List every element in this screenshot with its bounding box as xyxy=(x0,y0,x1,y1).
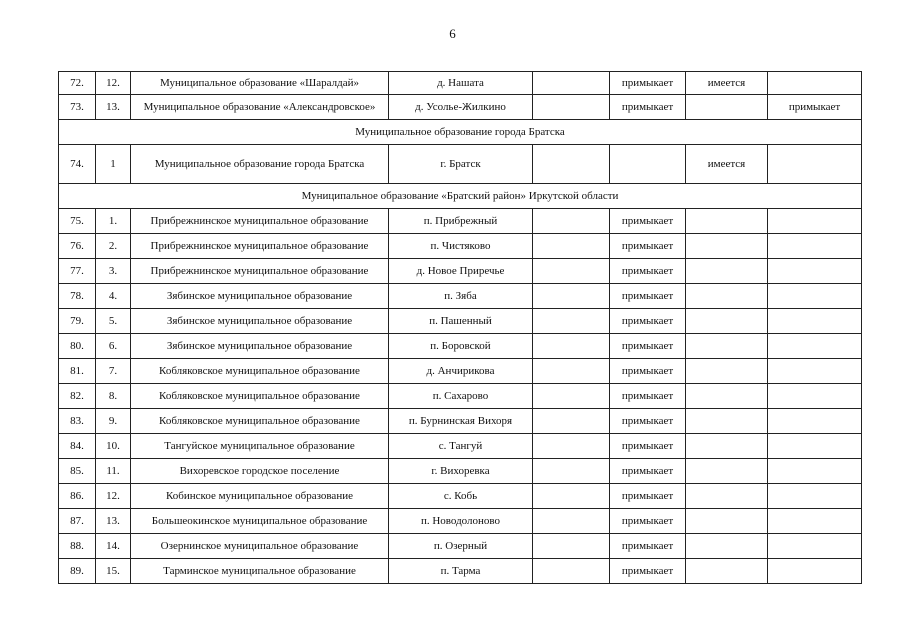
row-number-cell: 74. xyxy=(59,145,96,184)
table-row xyxy=(59,95,862,120)
municipality-cell: Зябинское муниципальное образование xyxy=(131,284,389,309)
table-row xyxy=(59,359,862,384)
column-7-cell xyxy=(686,234,768,259)
sub-number-cell: 12. xyxy=(96,484,131,509)
column-5-cell xyxy=(533,209,610,234)
table-row xyxy=(59,509,862,534)
column-6-cell: примыкает xyxy=(610,95,686,120)
sub-number-cell: 9. xyxy=(96,409,131,434)
sub-number-cell: 11. xyxy=(96,459,131,484)
column-8-cell xyxy=(768,484,862,509)
sub-number-cell: 3. xyxy=(96,259,131,284)
sub-number-cell: 7. xyxy=(96,359,131,384)
sub-number-cell: 13. xyxy=(96,509,131,534)
column-6-cell: примыкает xyxy=(610,534,686,559)
municipality-cell: Кобляковское муниципальное образование xyxy=(131,359,389,384)
table-row xyxy=(59,459,862,484)
table-row xyxy=(59,559,862,584)
column-7-cell xyxy=(686,95,768,120)
column-6-cell: примыкает xyxy=(610,309,686,334)
column-7-cell xyxy=(686,334,768,359)
sub-number-cell: 2. xyxy=(96,234,131,259)
column-6-cell: примыкает xyxy=(610,409,686,434)
settlement-cell: п. Чистяково xyxy=(389,234,533,259)
column-6-cell: примыкает xyxy=(610,359,686,384)
row-number-cell: 73. xyxy=(59,95,96,120)
column-5-cell xyxy=(533,95,610,120)
settlement-cell: п. Новодолоново xyxy=(389,509,533,534)
settlement-cell: д. Усолье-Жилкино xyxy=(389,95,533,120)
sub-number-cell: 6. xyxy=(96,334,131,359)
row-number-cell: 89. xyxy=(59,559,96,584)
column-5-cell xyxy=(533,309,610,334)
municipality-cell: Озернинское муниципальное образование xyxy=(131,534,389,559)
table-row xyxy=(59,334,862,359)
row-number-cell: 87. xyxy=(59,509,96,534)
table-row xyxy=(59,434,862,459)
row-number-cell: 77. xyxy=(59,259,96,284)
row-number-cell: 80. xyxy=(59,334,96,359)
settlements-table xyxy=(58,71,862,584)
table-row xyxy=(59,534,862,559)
sub-number-cell: 15. xyxy=(96,559,131,584)
column-6-cell: примыкает xyxy=(610,72,686,95)
table-body xyxy=(59,72,862,584)
settlement-cell: п. Пашенный xyxy=(389,309,533,334)
table-row xyxy=(59,309,862,334)
column-7-cell xyxy=(686,284,768,309)
table-row xyxy=(59,484,862,509)
municipality-cell: Тарминское муниципальное образование xyxy=(131,559,389,584)
sub-number-cell: 8. xyxy=(96,384,131,409)
column-5-cell xyxy=(533,334,610,359)
column-6-cell: примыкает xyxy=(610,284,686,309)
row-number-cell: 82. xyxy=(59,384,96,409)
column-7-cell xyxy=(686,359,768,384)
table-row xyxy=(59,409,862,434)
sub-number-cell: 10. xyxy=(96,434,131,459)
municipality-cell: Кобинское муниципальное образование xyxy=(131,484,389,509)
column-6-cell: примыкает xyxy=(610,509,686,534)
table-row xyxy=(59,384,862,409)
table-row xyxy=(59,72,862,95)
column-7-cell xyxy=(686,459,768,484)
row-number-cell: 76. xyxy=(59,234,96,259)
column-5-cell xyxy=(533,284,610,309)
municipality-cell: Вихоревское городское поселение xyxy=(131,459,389,484)
column-8-cell xyxy=(768,459,862,484)
row-number-cell: 85. xyxy=(59,459,96,484)
table-row xyxy=(59,284,862,309)
column-5-cell xyxy=(533,459,610,484)
sub-number-cell: 13. xyxy=(96,95,131,120)
row-number-cell: 88. xyxy=(59,534,96,559)
column-5-cell xyxy=(533,484,610,509)
settlement-cell: п. Прибрежный xyxy=(389,209,533,234)
section-header-row xyxy=(59,120,862,145)
column-8-cell xyxy=(768,359,862,384)
sub-number-cell: 14. xyxy=(96,534,131,559)
column-6-cell: примыкает xyxy=(610,259,686,284)
column-6-cell: примыкает xyxy=(610,384,686,409)
settlement-cell: д. Новое Приречье xyxy=(389,259,533,284)
column-8-cell xyxy=(768,559,862,584)
settlement-cell: п. Тарма xyxy=(389,559,533,584)
row-number-cell: 78. xyxy=(59,284,96,309)
municipality-cell: Прибрежнинское муниципальное образование xyxy=(131,259,389,284)
row-number-cell: 79. xyxy=(59,309,96,334)
settlement-cell: д. Анчирикова xyxy=(389,359,533,384)
column-5-cell xyxy=(533,234,610,259)
column-8-cell xyxy=(768,72,862,95)
municipality-cell: Зябинское муниципальное образование xyxy=(131,334,389,359)
column-8-cell xyxy=(768,209,862,234)
column-6-cell: примыкает xyxy=(610,209,686,234)
column-8-cell xyxy=(768,234,862,259)
settlement-cell: п. Боровской xyxy=(389,334,533,359)
row-number-cell: 83. xyxy=(59,409,96,434)
row-number-cell: 75. xyxy=(59,209,96,234)
section-title: Муниципальное образование «Братский район» Иркутской области xyxy=(59,184,862,209)
column-8-cell xyxy=(768,409,862,434)
row-number-cell: 81. xyxy=(59,359,96,384)
column-5-cell xyxy=(533,409,610,434)
sub-number-cell: 1. xyxy=(96,209,131,234)
column-8-cell xyxy=(768,309,862,334)
column-7-cell xyxy=(686,484,768,509)
municipality-cell: Тангуйское муниципальное образование xyxy=(131,434,389,459)
column-6-cell xyxy=(610,145,686,184)
row-number-cell: 84. xyxy=(59,434,96,459)
column-6-cell: примыкает xyxy=(610,434,686,459)
municipality-cell: Кобляковское муниципальное образование xyxy=(131,384,389,409)
municipality-cell: Зябинское муниципальное образование xyxy=(131,309,389,334)
column-6-cell: примыкает xyxy=(610,559,686,584)
column-7-cell xyxy=(686,309,768,334)
column-7-cell xyxy=(686,559,768,584)
column-5-cell xyxy=(533,434,610,459)
column-5-cell xyxy=(533,534,610,559)
page-number: 6 xyxy=(449,26,456,41)
table-row xyxy=(59,234,862,259)
column-8-cell xyxy=(768,259,862,284)
settlement-cell: п. Сахарово xyxy=(389,384,533,409)
settlement-cell: г. Братск xyxy=(389,145,533,184)
sub-number-cell: 5. xyxy=(96,309,131,334)
column-5-cell xyxy=(533,559,610,584)
settlement-cell: п. Зяба xyxy=(389,284,533,309)
municipality-cell: Муниципальное образование «Шаралдай» xyxy=(131,72,389,95)
column-7-cell xyxy=(686,434,768,459)
column-7-cell xyxy=(686,409,768,434)
sub-number-cell: 4. xyxy=(96,284,131,309)
section-header-row xyxy=(59,184,862,209)
column-8-cell xyxy=(768,334,862,359)
row-number-cell: 72. xyxy=(59,72,96,95)
municipality-cell: Прибрежнинское муниципальное образование xyxy=(131,209,389,234)
column-5-cell xyxy=(533,359,610,384)
table-row xyxy=(59,209,862,234)
settlement-cell: п. Озерный xyxy=(389,534,533,559)
settlement-cell: д. Нашата xyxy=(389,72,533,95)
column-8-cell xyxy=(768,509,862,534)
sub-number-cell: 12. xyxy=(96,72,131,95)
table-row xyxy=(59,259,862,284)
sub-number-cell: 1 xyxy=(96,145,131,184)
municipality-cell: Муниципальное образование города Братска xyxy=(131,145,389,184)
column-7-cell: имеется xyxy=(686,72,768,95)
column-8-cell xyxy=(768,434,862,459)
column-6-cell: примыкает xyxy=(610,334,686,359)
column-7-cell: имеется xyxy=(686,145,768,184)
column-5-cell xyxy=(533,72,610,95)
column-7-cell xyxy=(686,534,768,559)
column-5-cell xyxy=(533,509,610,534)
column-7-cell xyxy=(686,209,768,234)
column-6-cell: примыкает xyxy=(610,484,686,509)
column-8-cell xyxy=(768,145,862,184)
column-6-cell: примыкает xyxy=(610,459,686,484)
column-8-cell: примыкает xyxy=(768,95,862,120)
municipality-cell: Муниципальное образование «Александровское» xyxy=(131,95,389,120)
table-row xyxy=(59,145,862,184)
row-number-cell: 86. xyxy=(59,484,96,509)
municipality-cell: Большеокинское муниципальное образование xyxy=(131,509,389,534)
column-8-cell xyxy=(768,534,862,559)
column-8-cell xyxy=(768,284,862,309)
column-7-cell xyxy=(686,509,768,534)
settlement-cell: п. Бурнинская Вихоря xyxy=(389,409,533,434)
column-5-cell xyxy=(533,145,610,184)
settlement-cell: с. Тангуй xyxy=(389,434,533,459)
column-5-cell xyxy=(533,384,610,409)
municipality-cell: Кобляковское муниципальное образование xyxy=(131,409,389,434)
column-8-cell xyxy=(768,384,862,409)
column-6-cell: примыкает xyxy=(610,234,686,259)
settlement-cell: г. Вихоревка xyxy=(389,459,533,484)
section-title: Муниципальное образование города Братска xyxy=(59,120,862,145)
column-5-cell xyxy=(533,259,610,284)
column-7-cell xyxy=(686,259,768,284)
column-7-cell xyxy=(686,384,768,409)
municipality-cell: Прибрежнинское муниципальное образование xyxy=(131,234,389,259)
settlement-cell: с. Кобь xyxy=(389,484,533,509)
